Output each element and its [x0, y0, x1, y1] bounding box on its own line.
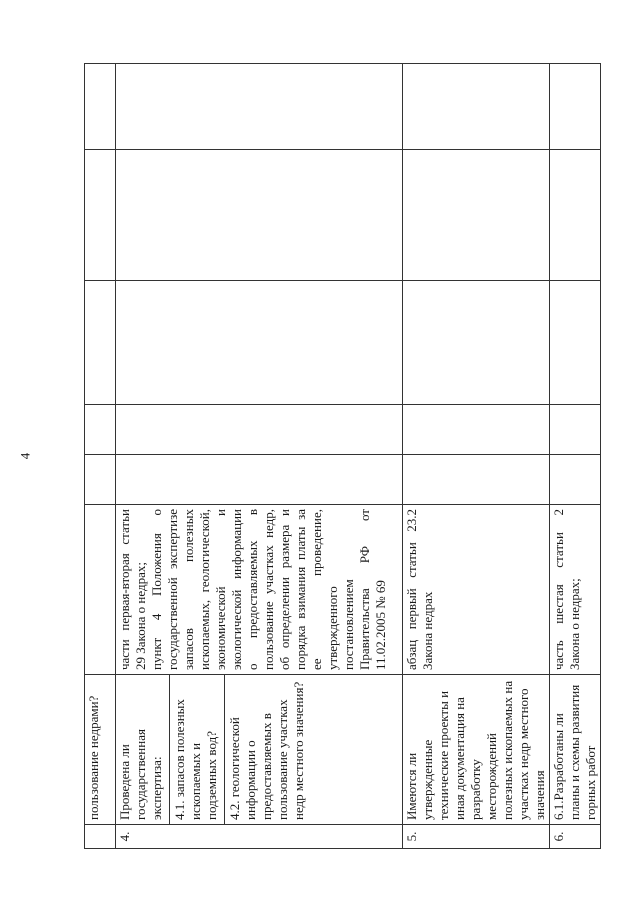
row-number: 6. [550, 825, 601, 849]
empty-cell [85, 455, 116, 505]
empty-cell [403, 64, 550, 150]
empty-cell [116, 64, 403, 150]
question-cell: пользование недрами? [85, 675, 116, 825]
empty-cell [550, 150, 601, 281]
empty-cell [550, 64, 601, 150]
table-row [550, 64, 601, 849]
empty-cell [403, 455, 550, 505]
empty-cell [85, 150, 116, 281]
empty-cell [116, 455, 403, 505]
empty-cell [85, 405, 116, 455]
empty-cell [403, 405, 550, 455]
question-text: Проведена ли государственная экспертиза: [117, 729, 164, 820]
empty-cell [116, 405, 403, 455]
subitem-text: 4.2. геологической информации о предоставляемых в пользование участках недр местного значения? [224, 675, 307, 824]
empty-cell [403, 281, 550, 405]
empty-cell [116, 150, 403, 281]
empty-cell [550, 405, 601, 455]
reference-cell: абзац первый статьи 23.2 Закона недрах [403, 505, 550, 675]
reference-cell: часть шестая статьи 2 Закона о недрах; [550, 505, 601, 675]
empty-cell [550, 455, 601, 505]
empty-cell [85, 64, 116, 150]
empty-cell [403, 150, 550, 281]
empty-cell [550, 281, 601, 405]
row-number: 5. [403, 825, 550, 849]
reference-cell [85, 505, 116, 675]
row-number [85, 825, 116, 849]
row-number: 4. [116, 825, 403, 849]
question-cell [116, 675, 403, 825]
table-row [116, 64, 403, 849]
reference-text: части первая-вторая статьи 29 Закона о недрах; [117, 509, 148, 670]
table-row [403, 64, 550, 849]
rotated-table-sheet [84, 64, 598, 849]
question-cell: Имеются ли утвержденные технические проекты и иная документация на разработку месторождений полезных ископаемых на участках недр местного значения [403, 675, 550, 825]
empty-cell [116, 281, 403, 405]
page-number: 4 [17, 452, 33, 460]
checklist-table [84, 63, 601, 849]
reference-text: пункт 4 Положения о государственной экспертизе запасов полезных ископаемых, геологической, экономической и экологической информации о предоставляемых в пользование участках недр, об определении размера и порядка взимания платы за ее проведение, утвержденного постановлением Правительства РФ от 11.02.2005 № 69 [149, 509, 388, 670]
reference-cell [116, 505, 403, 675]
empty-cell [85, 281, 116, 405]
table-row [85, 64, 116, 849]
question-cell: 6.1.Разработаны ли планы и схемы развития горных работ [550, 675, 601, 825]
subitem-text: 4.1. запасов полезных ископаемых и подземных вод? [169, 675, 220, 824]
